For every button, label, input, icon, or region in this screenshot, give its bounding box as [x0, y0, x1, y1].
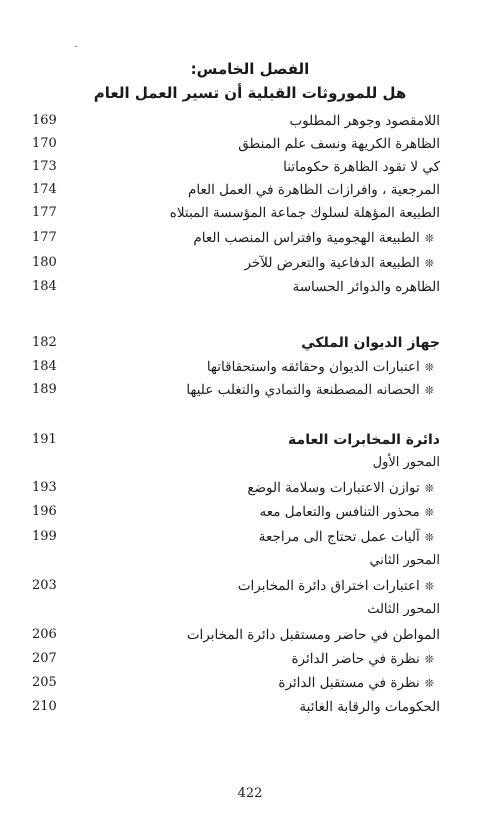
toc-entry-text: الطبيعة الهجومية وافتراس المنصب العام [193, 230, 420, 246]
toc-entry-text: توازن الاعتبارات وسلامة الوضع [247, 480, 420, 496]
toc-entry [0, 697, 500, 717]
toc-entry-text: المحور الأول [372, 455, 440, 470]
toc-entry-title [238, 134, 440, 154]
toc-entry [0, 527, 500, 547]
toc-page-number: 206 [32, 627, 57, 642]
toc-entry-title [289, 111, 440, 131]
toc-entry-title [186, 380, 434, 401]
bullet-icon: ❊ [424, 677, 434, 690]
toc-entry [0, 111, 500, 131]
bullet-icon: ❊ [424, 506, 434, 519]
toc-entry-text: المواطن في حاضر ومستقبل دائرة المخابرات [186, 627, 440, 643]
toc-entry-text: نظرة في حاضر الدائرة [291, 651, 420, 667]
toc-page-number: 189 [32, 382, 57, 397]
toc-entry-text: الطبيعة المؤهلة لسلوك جماعة المؤسسة المبتلاه [169, 205, 440, 221]
toc-page-number: 196 [32, 504, 57, 519]
toc-page-number: 205 [32, 675, 57, 690]
toc-entry [0, 673, 500, 693]
toc-entry-title [373, 453, 440, 473]
toc-entry [0, 357, 500, 377]
toc-entry-title [291, 649, 434, 670]
toc-entry-title [193, 228, 434, 249]
toc-entry-title [187, 625, 440, 645]
toc-entry-text: الطبيعة الدفاعية والتعرض للآخر [244, 255, 420, 271]
toc-entry-title [278, 673, 434, 694]
toc-page-number: 177 [32, 205, 57, 220]
toc-entry [0, 625, 500, 645]
chapter-title: الفصل الخامس: [190, 60, 310, 78]
toc-entry-text: المحور الثالث [367, 602, 440, 617]
toc-page-number: 169 [32, 113, 57, 128]
toc-entry [0, 157, 500, 177]
toc-subheading [0, 551, 500, 571]
toc-entry-title [259, 527, 434, 548]
toc-page-number: 182 [32, 335, 57, 350]
toc-entry-title [238, 576, 434, 597]
toc-entry-title [260, 502, 434, 523]
toc-entry-text: الظاهرة الكريهة ونسف علم المنطق [238, 136, 440, 152]
toc-entry-text: جهاز الديوان الملكي [301, 335, 440, 351]
toc-entry [0, 478, 500, 498]
toc-page-number: 173 [32, 159, 57, 174]
toc-page-number: 193 [32, 480, 57, 495]
toc-entry-title [369, 551, 440, 571]
toc-entry [0, 649, 500, 669]
toc-page-number: 184 [32, 279, 57, 294]
toc-entry-text: اعتبارات اختراق دائرة المخابرات [237, 578, 420, 594]
toc-page-number: 203 [32, 578, 57, 593]
toc-entry-text: دائرة المخابرات العامة [288, 432, 440, 448]
toc-entry-text: الحصانه المصطنعة والتمادي والتغلب عليها [186, 382, 420, 398]
toc-entry [0, 203, 500, 223]
toc-entry-text: الحكومات والرقابة الغائبة [299, 699, 440, 715]
toc-entry-text: محذور التنافس والتعامل معه [259, 504, 420, 520]
toc-entry-text: نظرة في مستقبل الدائرة [278, 675, 420, 691]
toc-page-number: 191 [32, 432, 57, 447]
toc-page-number: 199 [32, 529, 57, 544]
bullet-icon: ❊ [424, 653, 434, 666]
toc-entry-title [288, 430, 440, 450]
toc-entry-text: المرجعية ، وافرازات الظاهرة في العمل العام [188, 182, 440, 198]
toc-entry [0, 253, 500, 273]
toc-entry-text: اعتبارات الديوان وحقائقه واستحقاقاتها [206, 359, 420, 375]
bullet-icon: ❊ [424, 361, 434, 374]
toc-entry-title [244, 253, 434, 274]
toc-entry [0, 277, 500, 297]
scan-speck [75, 46, 77, 47]
bullet-icon: ❊ [424, 257, 434, 270]
bullet-icon: ❊ [424, 384, 434, 397]
toc-entry-title [292, 277, 440, 297]
toc-page-number: 180 [32, 255, 57, 270]
toc-entry-title [247, 478, 434, 499]
toc-section-heading [0, 430, 500, 450]
toc-entry-text: اللامقصود وجوهر المطلوب [289, 113, 440, 129]
chapter-subtitle: هل للموروثات القبلية أن تسير العمل العام [93, 84, 407, 102]
toc-entry [0, 502, 500, 522]
toc-page-number: 177 [32, 230, 57, 245]
toc-entry [0, 180, 500, 200]
toc-page-number: 210 [32, 699, 57, 714]
toc-subheading [0, 600, 500, 620]
toc-page-number: 170 [32, 136, 57, 151]
toc-entry [0, 228, 500, 248]
toc-entry-text: كي لا تقود الظاهرة حكوماتنا [283, 159, 440, 175]
toc-subheading [0, 453, 500, 473]
toc-entry-title [170, 203, 440, 223]
toc-entry-title [367, 600, 440, 620]
bullet-icon: ❊ [424, 482, 434, 495]
toc-entry-title [301, 333, 440, 353]
bullet-icon: ❊ [424, 531, 434, 544]
bullet-icon: ❊ [424, 232, 434, 245]
toc-entry [0, 576, 500, 596]
toc-entry [0, 134, 500, 154]
toc-entry [0, 380, 500, 400]
toc-entry-title [188, 180, 440, 200]
toc-entry-text: الظاهره والدوائر الحساسة [292, 279, 440, 295]
toc-page-number: 174 [32, 182, 57, 197]
page-number: 422 [237, 786, 263, 801]
toc-entry-title [283, 157, 440, 177]
toc-page-number: 184 [32, 359, 57, 374]
toc-entry-text: آليات عمل تحتاج الى مراجعة [258, 529, 420, 545]
toc-page-number: 207 [32, 651, 57, 666]
toc-section-heading [0, 333, 500, 353]
toc-entry-title [207, 357, 434, 378]
toc-entry-text: المحور الثاني [369, 553, 440, 568]
bullet-icon: ❊ [424, 580, 434, 593]
toc-entry-title [299, 697, 440, 717]
